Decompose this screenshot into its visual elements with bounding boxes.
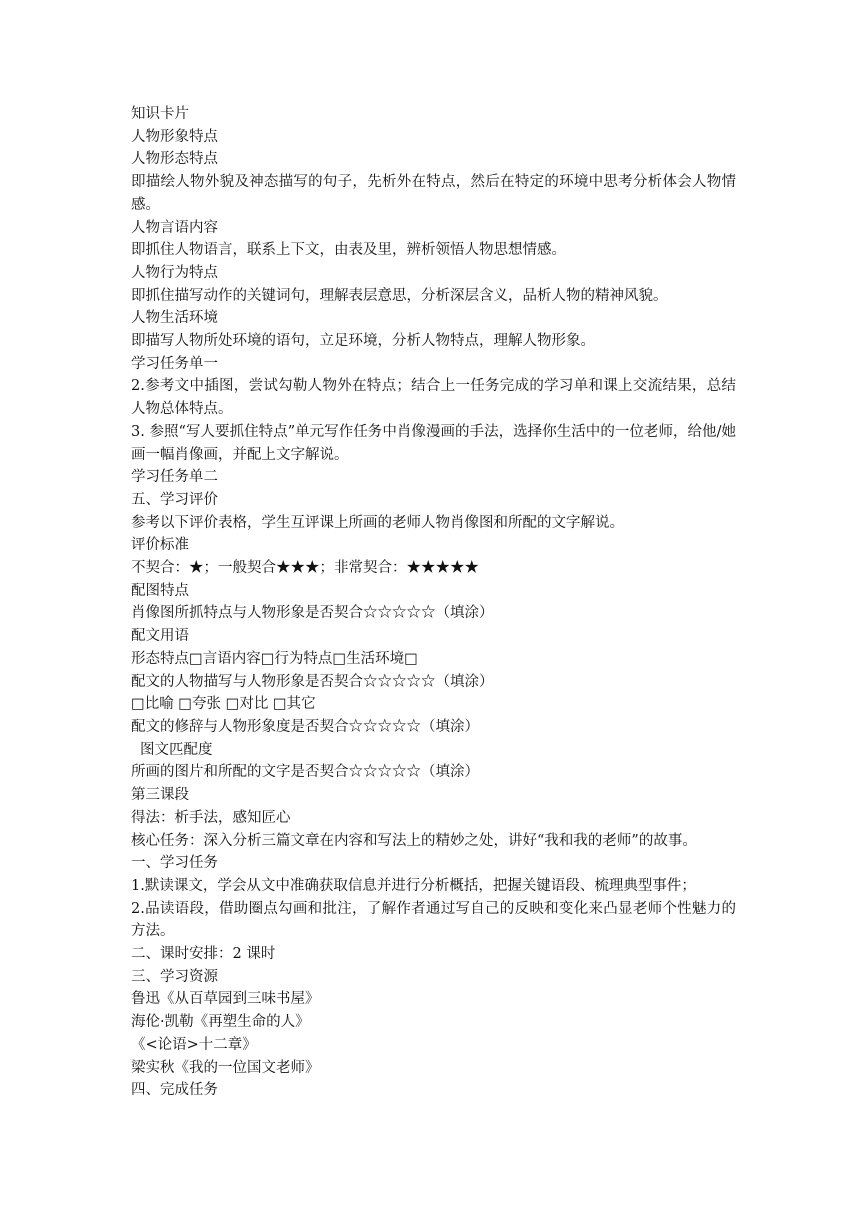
- subheading: 人物言语内容: [131, 219, 218, 236]
- section-heading: 一、学习任务: [131, 855, 218, 872]
- rating-item: 所画的图片和所配的文字是否契合☆☆☆☆☆（填涂）: [131, 764, 479, 781]
- subheading: 配文用语: [131, 628, 189, 645]
- section-heading: 学习任务单一: [131, 355, 218, 372]
- section-heading: 五、学习评价: [131, 491, 218, 508]
- text-line: 核心任务：深入分析三篇文章在内容和写法上的精妙之处，讲好“我和我的老师”的故事。: [131, 832, 697, 849]
- rating-item: 配文的修辞与人物形象度是否契合☆☆☆☆☆（填涂）: [131, 718, 479, 735]
- section-heading: 二、课时安排：2 课时: [131, 946, 276, 963]
- card-title: 知识卡片: [131, 106, 189, 122]
- subheading: 人物行为特点: [131, 264, 218, 281]
- task-item-1: 1.默读课文，学会从文中准确获取信息并进行分析概括，把握关键语段、梳理典型事件；: [131, 877, 696, 894]
- section-heading: 四、完成任务: [131, 1082, 218, 1099]
- rating-item: 肖像图所抓特点与人物形象是否契合☆☆☆☆☆（填涂）: [131, 605, 494, 622]
- rating-legend: 不契合：★；一般契合★★★；非常契合：★★★★★: [131, 560, 479, 577]
- section-heading: 第三课段: [131, 787, 189, 804]
- section-heading: 三、学习资源: [131, 968, 218, 985]
- subheading: 评价标准: [131, 537, 189, 554]
- resource-item: 海伦·凯勒《再塑生命的人》: [131, 1014, 310, 1031]
- subheading: 人物生活环境: [131, 310, 218, 327]
- text-line: 即抓住描写动作的关键词句，理解表层意思，分析深层含义，品析人物的精神风貌。: [131, 287, 668, 304]
- resource-item: 梁实秋《我的一位国文老师》: [131, 1059, 320, 1076]
- text-line: 即抓住人物语言，联系上下文，由表及里，辨析领悟人物思想情感。: [131, 242, 566, 259]
- text-line: 即描写人物所处环境的语句，立足环境，分析人物特点，理解人物形象。: [131, 333, 595, 350]
- section-heading: 人物形象特点: [131, 128, 218, 145]
- paragraph: 即描绘人物外貌及神态描写的句子，先析外在特点，然后在特定的环境中思考分析体会人物情感。: [131, 174, 736, 213]
- resource-item: 《<论语>十二章》: [131, 1036, 257, 1053]
- section-heading: 学习任务单二: [131, 469, 218, 486]
- subheading: 图文匹配度: [140, 741, 213, 758]
- text-line: 得法：析手法，感知匠心: [131, 809, 291, 826]
- subheading: 配图特点: [131, 582, 189, 599]
- subheading: 人物形态特点: [131, 151, 218, 168]
- checkbox-options: □比喻 □夸张 □对比 □其它: [131, 696, 316, 713]
- task-item-3: 3. 参照“写人要抓住特点”单元写作任务中肖像漫画的手法，选择你生活中的一位老师，给他/她画一幅肖像画，并配上文字解说。: [131, 423, 736, 463]
- resource-item: 鲁迅《从百草园到三味书屋》: [131, 991, 320, 1008]
- document-body: [131, 103, 736, 1102]
- checkbox-options: 形态特点□言语内容□行为特点□生活环境□: [131, 650, 418, 667]
- task-item-2: 2.参考文中插图，尝试勾勒人物外在特点；结合上一任务完成的学习单和课上交流结果，总结人物总体特点。: [131, 378, 736, 418]
- task-item-2: 2.品读语段，借助圈点勾画和批注，了解作者通过写自己的反映和变化来凸显老师个性魅力的方法。: [131, 900, 736, 940]
- text-line: 参考以下评价表格，学生互评课上所画的老师人物肖像图和所配的文字解说。: [131, 514, 624, 531]
- rating-item: 配文的人物描写与人物形象是否契合☆☆☆☆☆（填涂）: [131, 673, 494, 690]
